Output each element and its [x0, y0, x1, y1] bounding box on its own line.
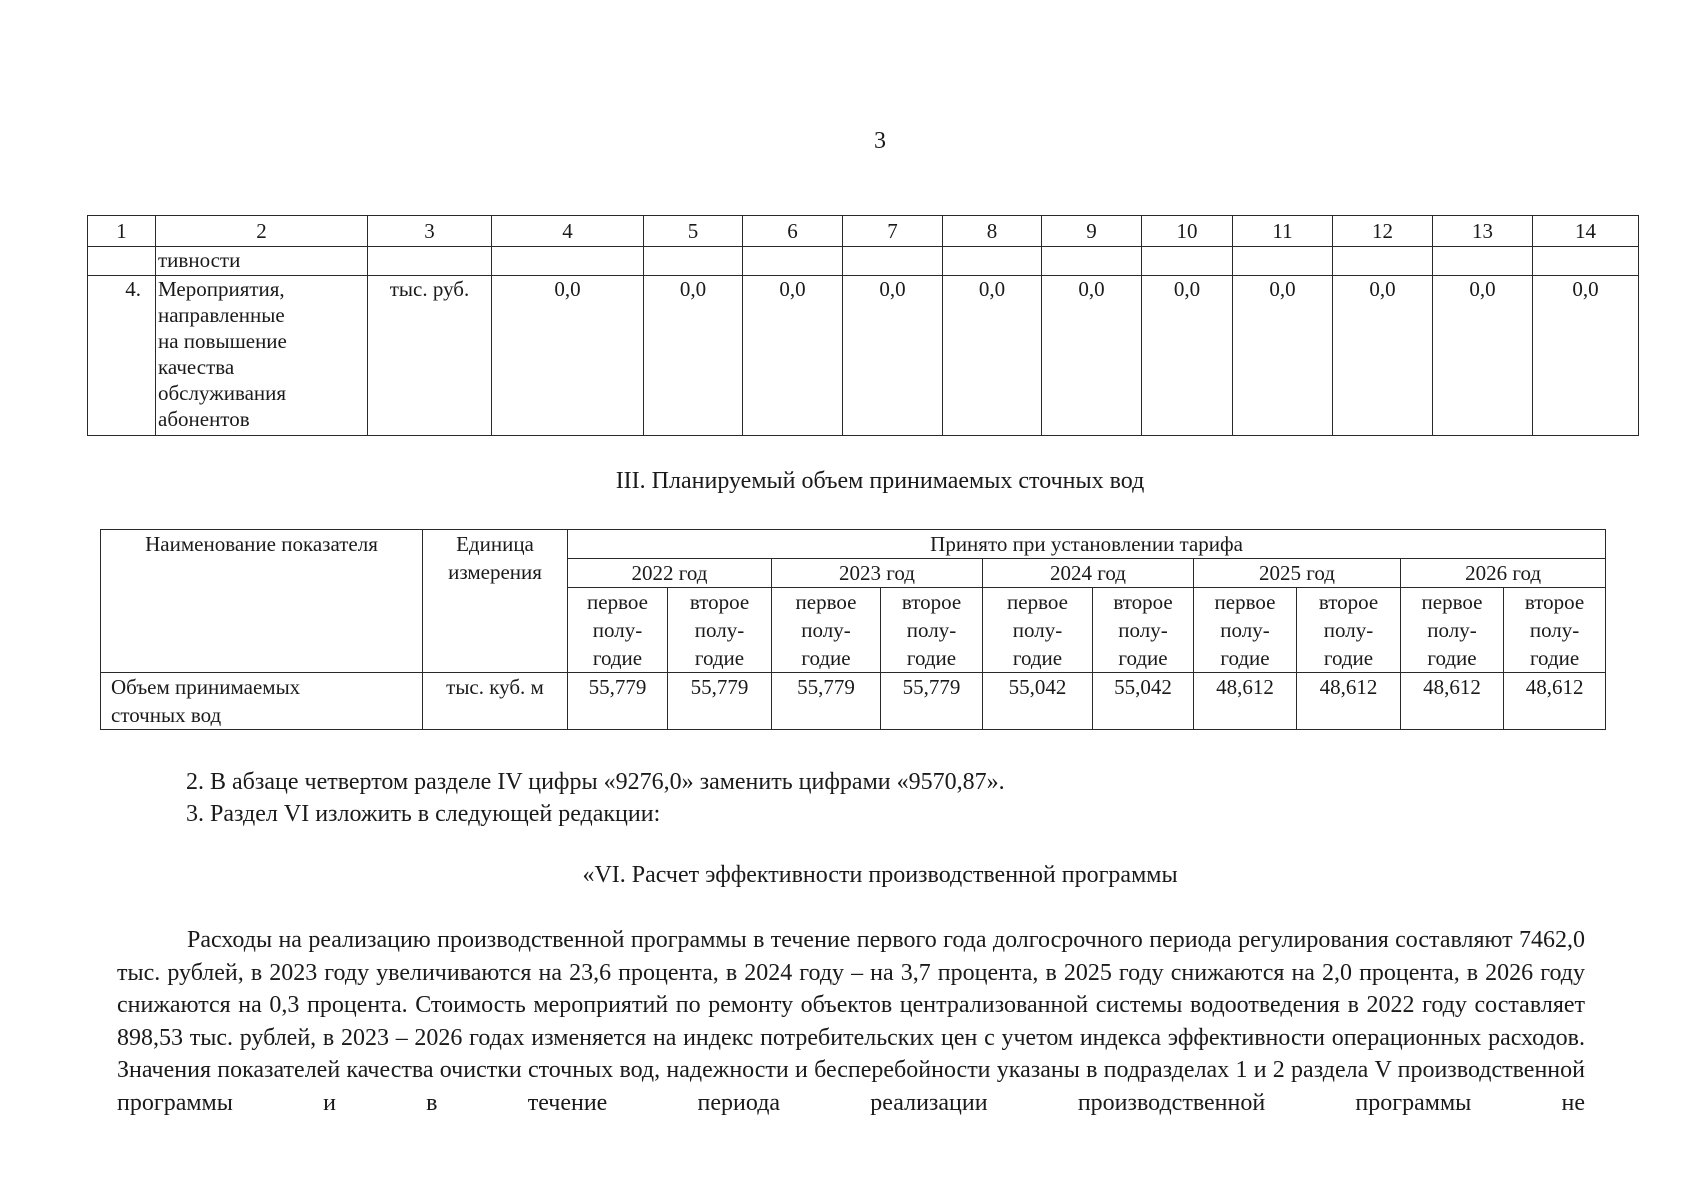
activities-table: [87, 215, 1639, 436]
tariff-group-header: Принято при установлении тарифа: [568, 530, 1606, 559]
body-paragraph: Расходы на реализацию производственной программы в течение первого года долгосрочного периода регулирования составляют 7462,0 тыс. рублей, в 2023 году увеличиваются на 23,6 процента, в 2024 году – на 3,7 процента, в 2025 году снижаются на 2,0 процента, в 2026 году снижаются на 0,3 процента. Стоимость мероприятий по ремонту объектов централизованной системы водоотведения в 2022 году составляет 898,53 тыс. рублей, в 2023 – 2026 годах изменяется на индекс потребительских цен с учетом индекса эффективности операционных расходов. Значения показателей качества очистки сточных вод, надежности и бесперебойности указаны в подразделах 1 и 2 раздела V производственной программы и в течение периода реализации производственной программы не: [117, 927, 1585, 1116]
row-number: 4.: [88, 276, 156, 436]
row-value: 0,0: [1533, 276, 1639, 436]
table-row: [88, 247, 1639, 276]
wastewater-volume-table: [100, 529, 1606, 730]
row-value: 0,0: [1142, 276, 1233, 436]
row-value: 55,779: [568, 673, 668, 730]
year-header: 2022 год: [568, 559, 772, 588]
column-number: 14: [1533, 216, 1639, 247]
section-3-title: III. Планируемый объем принимаемых сточных вод: [615, 468, 1145, 494]
page-number: 3: [874, 128, 886, 154]
half-year-header: первое полу- годие: [568, 588, 668, 673]
column-number: 6: [743, 216, 843, 247]
table-row: [101, 673, 1606, 730]
table-header-row: [88, 216, 1639, 247]
row-name: Мероприятия, направленные на повышение качества обслуживания абонентов: [156, 276, 368, 436]
year-header: 2024 год: [983, 559, 1194, 588]
row-value: 0,0: [743, 276, 843, 436]
column-number: 1: [88, 216, 156, 247]
row-value: 55,779: [881, 673, 983, 730]
row-value: 0,0: [644, 276, 743, 436]
half-year-header: первое полу- годие: [983, 588, 1093, 673]
column-number: 5: [644, 216, 743, 247]
half-year-header: второе полу- годие: [881, 588, 983, 673]
row-value: 55,779: [668, 673, 772, 730]
row-value: 0,0: [1433, 276, 1533, 436]
column-number: 13: [1433, 216, 1533, 247]
year-header: 2025 год: [1194, 559, 1401, 588]
row-unit: тыс. куб. м: [423, 673, 568, 730]
column-number: 8: [943, 216, 1042, 247]
row-value: 0,0: [943, 276, 1042, 436]
amendment-item-2: 2. В абзаце четвертом разделе IV цифры «9276,0» заменить цифрами «9570,87».: [186, 769, 1005, 795]
year-header: 2026 год: [1401, 559, 1606, 588]
table-row: [88, 276, 1639, 436]
column-number: 10: [1142, 216, 1233, 247]
row-value: 48,612: [1401, 673, 1504, 730]
row-value: 0,0: [1233, 276, 1333, 436]
row-value: 55,779: [772, 673, 881, 730]
half-year-header: второе полу- годие: [1093, 588, 1194, 673]
column-number: 7: [843, 216, 943, 247]
row-name: Объем принимаемых сточных вод: [101, 673, 423, 730]
row-name-continuation: тивности: [156, 247, 368, 276]
half-year-header: второе полу- годие: [1297, 588, 1401, 673]
row-value: 0,0: [1333, 276, 1433, 436]
column-number: 4: [492, 216, 644, 247]
column-number: 9: [1042, 216, 1142, 247]
row-value: 55,042: [1093, 673, 1194, 730]
row-value: 48,612: [1297, 673, 1401, 730]
section-6-title: «VI. Расчет эффективности производственной программы: [582, 862, 1178, 888]
half-year-header: второе полу- годие: [1504, 588, 1606, 673]
row-value: 48,612: [1194, 673, 1297, 730]
row-value: 0,0: [492, 276, 644, 436]
year-header: 2023 год: [772, 559, 983, 588]
half-year-header: второе полу- годие: [668, 588, 772, 673]
amendment-item-3: 3. Раздел VI изложить в следующей редакции:: [186, 801, 661, 827]
column-number: 3: [368, 216, 492, 247]
half-year-header: первое полу- годие: [772, 588, 881, 673]
indicator-name-header: Наименование показателя: [101, 530, 423, 673]
column-number: 2: [156, 216, 368, 247]
column-number: 11: [1233, 216, 1333, 247]
row-value: 55,042: [983, 673, 1093, 730]
row-value: 0,0: [843, 276, 943, 436]
half-year-header: первое полу- годие: [1194, 588, 1297, 673]
column-number: 12: [1333, 216, 1433, 247]
half-year-header: первое полу- годие: [1401, 588, 1504, 673]
unit-header: Единица измерения: [423, 530, 568, 673]
table-header-row: [101, 530, 1606, 559]
row-unit: тыс. руб.: [368, 276, 492, 436]
row-value: 48,612: [1504, 673, 1606, 730]
row-value: 0,0: [1042, 276, 1142, 436]
